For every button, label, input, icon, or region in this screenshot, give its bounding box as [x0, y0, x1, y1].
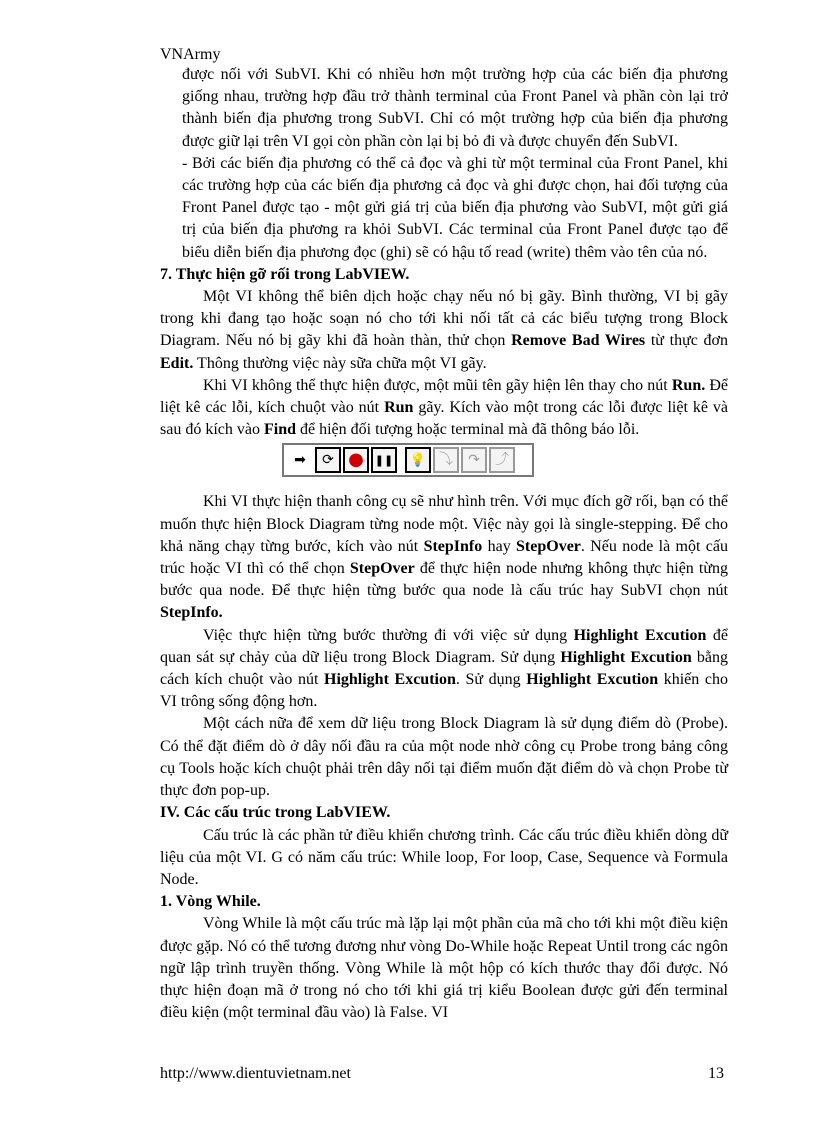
- highlight-execution-icon: 💡: [405, 447, 431, 473]
- labview-toolbar: [282, 443, 534, 477]
- step-out-icon: ⤴: [489, 447, 515, 473]
- intro-paragraph-1: được nối với SubVI. Khi có nhiều hơn một trường hợp của các biến địa phương giống nhau, trường hợp đầu trở thành terminal của Front Panel và phần còn lại trở thành biến địa phương trong SubVI. Chỉ có một trường hợp của biến địa phương được giữ lại trên VI gọi còn phần còn lại bị bỏ đi và được chuyển đến SubVI.: [182, 66, 728, 150]
- subsection-1-paragraph-1: Vòng While là một cấu trúc mà lặp lại một phần của mã cho tới khi một điều kiện được gặp. Nó có thể tương đương như vòng Do-While hoặc Repeat Until trong các ngôn ngữ lập trình truyền thống. Vòng While là một hộp có kích thước thay đổi được. Nó thực hiện đoạn mã ở trong nó cho tới khi giá trị kiểu Boolean được gửi đến terminal điều kiện (một terminal đầu vào) là False. VI: [160, 915, 728, 1022]
- step-over-icon: ↷: [461, 447, 487, 473]
- section-7-paragraph-4: Việc thực hiện từng bước thường đi với việc sử dụng Highlight Excution để quan sát sự chảy của dữ liệu trong Block Diagram. Sử dụng Highlight Excution bằng cách kích chuột vào nút Highlight Excution. Sử dụng Highlight Excution khiến cho VI trông sống động hơn.: [160, 626, 728, 711]
- subsection-1-heading: 1. Vòng While.: [160, 893, 261, 911]
- labview-toolbar-figure: [160, 443, 728, 483]
- section-iv-paragraph-1: Cấu trúc là các phần tử điều khiển chương trình. Các cấu trúc điều khiển dòng dữ liệu của một VI. G có năm cấu trúc: While loop, For loop, Case, Sequence và Formula Node.: [160, 826, 728, 888]
- section-7-paragraph-2: Khi VI không thể thực hiện được, một mũi tên gãy hiện lên thay cho nút Run. Để liệt kê các lỗi, kích chuột vào nút Run gãy. Kích vào một trong các lỗi được liệt kê và sau đó kích vào Find để hiện đối tượng hoặc terminal mà đã thông báo lỗi.: [160, 376, 729, 439]
- section-7-paragraph-5: Một cách nữa để xem dữ liệu trong Block Diagram là sử dụng điểm dò (Probe). Có thể đặt điểm dò ở dây nối đầu ra của một node nhờ công cụ Probe trong bảng công cụ Tools hoặc kích chuột phải trên dây nối tại điểm muốn đặt điểm dò và chọn Probe từ thực đơn pop-up.: [160, 715, 728, 800]
- page-number: 13: [708, 1065, 724, 1082]
- page-content: [160, 64, 728, 1024]
- footer-url: http://www.dientuvietnam.net: [160, 1065, 351, 1082]
- section-iv-heading: IV. Các cấu trúc trong LabVIEW.: [160, 804, 391, 822]
- page-header: VNArmy: [160, 46, 221, 63]
- intro-block: [160, 64, 728, 264]
- intro-paragraph-2: - Bởi các biến địa phương có thể cả đọc và ghi từ một terminal của Front Panel, khi các trường hợp của các biến địa phương cả đọc và ghi được chọn, hai đối tượng của Front Panel được tạo - một gửi giá trị của biến địa phương vào SubVI, một gửi giá trị của biến địa phương ra khỏi SubVI. Các terminal của Front Panel được tạo để biểu diễn biến địa phương đọc (ghi) sẽ có hậu tố read (write) thêm vào tên của nó.: [182, 154, 728, 261]
- section-7-paragraph-1: Một VI không thể biên dịch hoặc chạy nếu nó bị gãy. Bình thường, VI bị gãy trong khi đang tạo hoặc soạn nó cho tới khi nối tất cả các biểu tượng trong Block Diagram. Nếu nó bị gãy khi đã hoàn thàn, thử chọn Remove Bad Wires từ thực đơn Edit. Thông thường việc này sữa chữa một VI gãy.: [160, 288, 729, 372]
- run-arrow-icon: ➡: [294, 452, 306, 469]
- abort-icon: ●: [343, 447, 369, 473]
- section-7-heading: 7. Thực hiện gỡ rối trong LabVIEW.: [160, 265, 410, 283]
- run-continuously-icon: ⟳: [315, 447, 341, 473]
- section-7-paragraph-3: Khi VI thực hiện thanh công cụ sẽ như hình trên. Với mục đích gỡ rối, bạn có thể muốn thực hiện Block Diagram từng node một. Việc này gọi là single-stepping. Để cho khả năng chạy từng bước, kích vào nút StepInfo hay StepOver. Nếu node là một cấu trúc hoặc VI thì có thể chọn StepOver để thực hiện node nhưng không thực hiện từng bước qua node. Để thực hiện từng bước qua node là cấu trúc hay SubVI chọn nút StepInfo.: [160, 493, 728, 622]
- pause-icon: ❚❚: [371, 447, 397, 473]
- step-into-icon: ⤵: [433, 447, 459, 473]
